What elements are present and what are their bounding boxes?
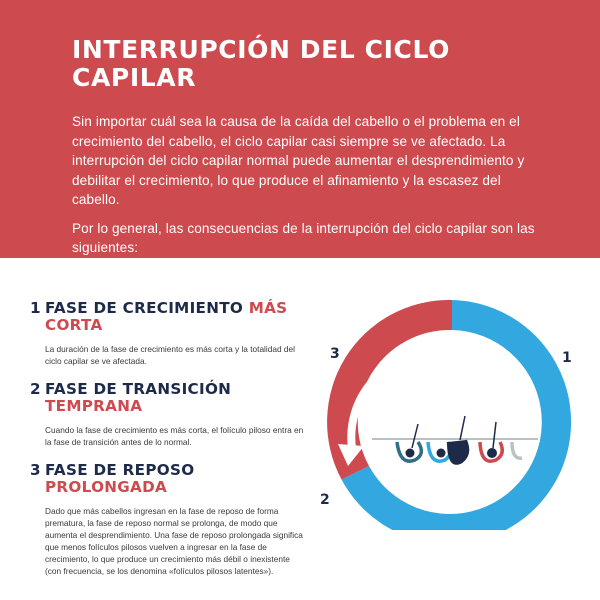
phase-heading (30, 300, 305, 334)
phase-title (45, 381, 305, 415)
cycle-label-3: 3 (330, 346, 340, 362)
phase-number: 1 (30, 299, 41, 317)
cycle-label-2: 2 (320, 492, 330, 508)
follicle-icon (397, 424, 421, 461)
phase-item-rest (30, 462, 305, 577)
phase-heading (30, 462, 305, 496)
phase-title-accent: TEMPRANA (45, 397, 143, 415)
phase-description: Dado que más cabellos ingresan en la fase de reposo de forma prematura, la fase de reposo normal se prolonga, de modo que aumenta el desprendimiento. Una fase de reposo prolongada significa que menos folículos pilosos vuelven a ingresar en la fase de crecimiento, lo que produce un crecimiento más débil o inexistente (con frecuencia, se los denomina «folículos pilosos latentes»). (45, 506, 303, 576)
page-title-line1: INTERRUPCIÓN DEL CICLO (72, 35, 450, 64)
phase-number: 2 (30, 380, 41, 398)
phase-title-accent: MÁS CORTA (45, 299, 288, 334)
phase-title-main: FASE DE TRANSICIÓN (45, 380, 232, 398)
page-title (72, 36, 550, 92)
page-title-line2: CAPILAR (72, 63, 197, 92)
follicle-icon (512, 442, 522, 458)
phase-item-growth (30, 300, 305, 367)
intro-paragraph: Sin importar cuál sea la causa de la caída del cabello o el problema en el crecimiento del cabello, el ciclo capilar casi siempre se ve afectado. La interrupción del ciclo capilar normal puede aumentar el desprendimiento y debilitar el crecimiento, lo que produce el afinamiento y la escasez del cabello. (72, 114, 525, 207)
intro-banner (0, 0, 600, 258)
phase-title-main: FASE DE REPOSO (45, 461, 195, 479)
phase-number: 3 (30, 461, 41, 479)
phase-title-main: FASE DE CRECIMIENTO (45, 299, 249, 317)
phase-description: Cuando la fase de crecimiento es más corta, el folículo piloso entra en la fase de transición antes de lo normal. (45, 425, 304, 447)
phase-list (30, 300, 305, 591)
phase-title (45, 462, 305, 496)
phase-description: La duración de la fase de crecimiento es más corta y la totalidad del ciclo capilar se ve afectada. (45, 344, 295, 366)
hair-cycle-illustration (300, 290, 600, 530)
phase-title-accent: PROLONGADA (45, 478, 168, 496)
phase-item-transition (30, 381, 305, 448)
hair-cycle-diagram (300, 290, 600, 530)
phase-title (45, 300, 305, 334)
phase-heading (30, 381, 305, 415)
cycle-label-1: 1 (562, 350, 572, 366)
intro-paragraph-consequences: Por lo general, las consecuencias de la interrupción del ciclo capilar son las siguientes: (72, 220, 535, 255)
